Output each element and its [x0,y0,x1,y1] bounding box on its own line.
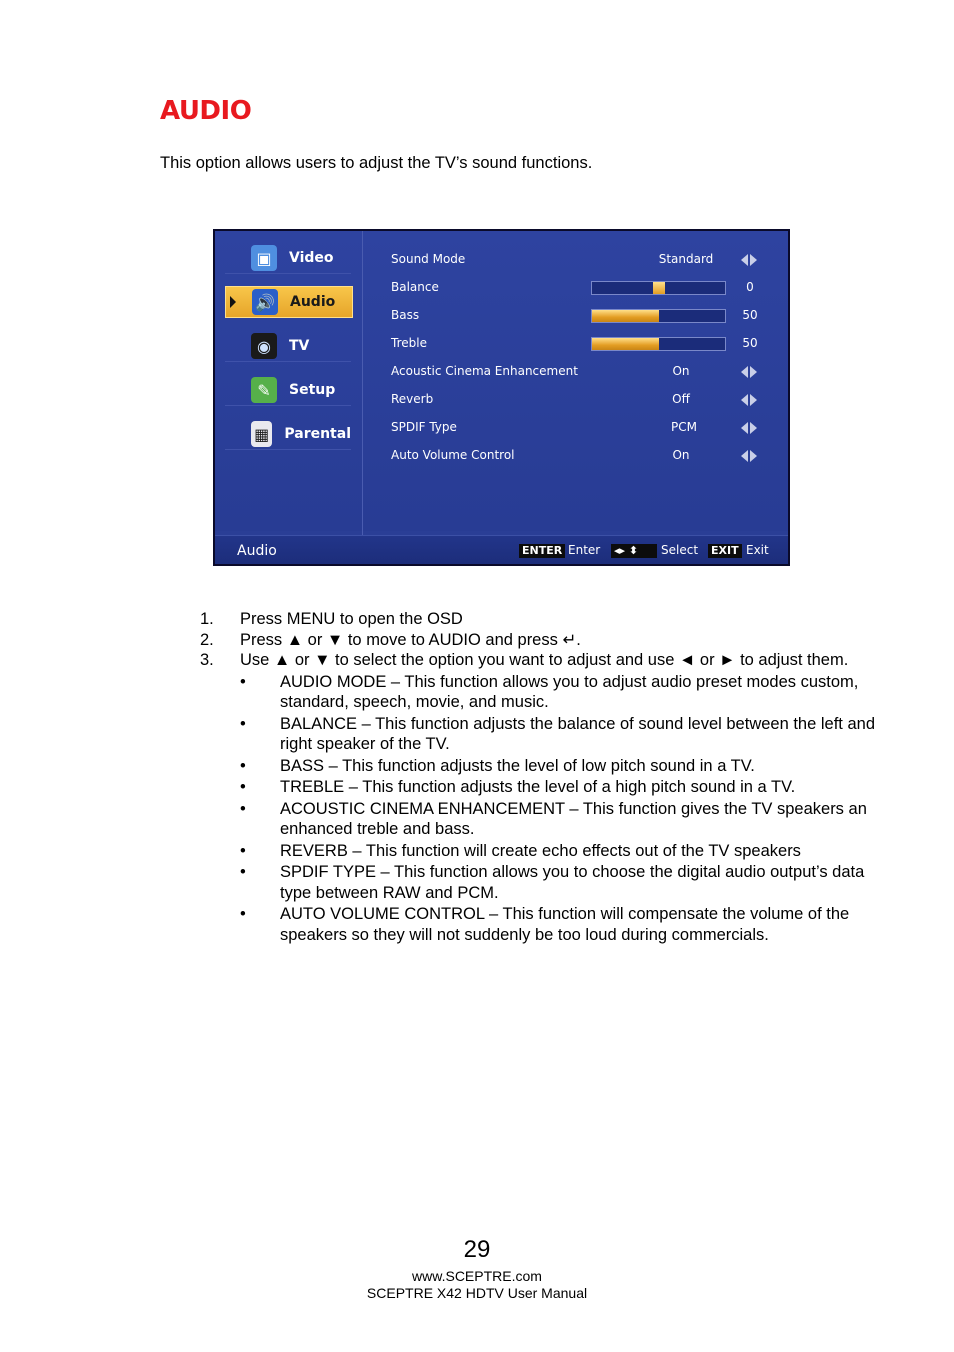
selected-arrow-icon [230,296,236,308]
setting-row-reverb[interactable] [391,390,771,410]
setting-value: PCM [671,420,697,434]
exit-label: Exit [746,543,769,557]
bullet-text: AUTO VOLUME CONTROL – This function will compensate the volume of the speakers so they will not suddenly be too loud during commercials. [280,905,850,944]
setting-value: 50 [742,308,758,322]
setting-value: Off [672,392,690,406]
osd-footer [215,535,788,565]
menu-item-parental[interactable] [225,419,351,450]
osd-footer-title: Audio [237,543,277,559]
osd-sidebar [215,231,363,535]
bullet-text: TREBLE – This function adjusts the level of a high pitch sound in a TV. [280,778,796,796]
left-right-arrows-icon[interactable] [741,450,759,462]
audio-icon: 🔊 [252,289,278,315]
step-text: Press ▲ or ▼ to move to AUDIO and press ↵. [240,630,581,649]
setting-row-treble[interactable] [391,334,771,354]
setting-row-balance[interactable] [391,278,771,298]
bullet-item [200,862,880,903]
enter-label: Enter [568,543,601,557]
bullet-list [200,672,880,946]
setting-row-bass[interactable] [391,306,771,326]
menu-item-label: TV [289,338,310,354]
setting-label: Treble [391,336,427,350]
page-number: 29 [463,1236,491,1263]
intro-text: This option allows users to adjust the TV’s sound functions. [160,154,593,172]
setting-label: Bass [391,308,420,322]
setup-icon: ✎ [251,377,277,403]
treble-slider-fill [592,338,659,350]
treble-slider[interactable] [591,337,726,351]
setting-row-auto-volume[interactable] [391,446,771,466]
left-right-arrows-icon[interactable] [741,394,759,406]
setting-label: Auto Volume Control [391,448,515,462]
menu-item-label: Audio [290,294,336,310]
bullet-icon: • [240,905,246,923]
step-item [200,650,880,671]
setting-value: On [672,448,690,462]
menu-item-label: Video [289,250,334,266]
setting-label: SPDIF Type [391,420,457,434]
setting-row-spdif-type[interactable] [391,418,771,438]
bullet-item [200,841,880,862]
bass-slider[interactable] [591,309,726,323]
step-number: 3. [200,651,214,669]
bullet-item [200,904,880,945]
enter-key-badge: ENTER [519,544,565,558]
menu-item-audio[interactable] [225,286,353,318]
bullet-text: REVERB – This function will create echo effects out of the TV speakers [280,841,801,860]
setting-label: Sound Mode [391,252,466,266]
left-right-arrows-icon[interactable] [741,254,759,266]
bullet-icon: • [240,799,246,818]
bullet-item [200,672,880,713]
setting-value: 0 [746,280,754,294]
left-right-arrows-icon[interactable] [741,366,759,378]
step-number: 1. [200,610,214,628]
tv-icon: ◉ [251,333,277,359]
menu-item-tv[interactable] [225,331,351,362]
bullet-item [200,714,880,755]
bullet-item [200,799,880,840]
step-number: 2. [200,630,214,649]
bullet-icon: • [240,841,246,860]
bullet-text: BALANCE – This function adjusts the balance of sound level between the left and right speaker of the TV. [280,714,875,753]
menu-item-label: Setup [289,382,336,398]
setting-label: Reverb [391,392,434,406]
setting-row-acoustic-cinema[interactable] [391,362,771,382]
bullet-icon: • [240,778,246,796]
bullet-text: ACOUSTIC CINEMA ENHANCEMENT – This function gives the TV speakers an enhanced treble and bass. [280,799,867,838]
setting-row-sound-mode[interactable] [391,250,771,270]
bullet-icon: • [240,714,246,733]
instructions [200,609,880,945]
menu-item-label: Parental [284,426,351,442]
balance-slider[interactable] [591,281,726,295]
balance-slider-marker[interactable] [653,282,665,294]
setting-value: 50 [742,336,758,350]
bullet-text: AUDIO MODE – This function allows you to adjust audio preset modes custom, standard, speech, movie, and music. [280,672,859,711]
setting-label: Balance [391,280,439,294]
navigate-arrows-icon: ◂▸ ⬍ [611,544,657,558]
left-right-arrows-icon[interactable] [741,422,759,434]
bullet-icon: • [240,672,246,691]
website-link[interactable]: www.SCEPTRE.com [412,1268,542,1284]
menu-item-video[interactable] [225,243,351,274]
osd-screenshot [213,229,790,566]
bullet-text: SPDIF TYPE – This function allows you to choose the digital audio output’s data type between RAW and PCM. [280,863,865,902]
video-icon: ▣ [251,245,277,271]
step-item [200,630,880,651]
manual-title: SCEPTRE X42 HDTV User Manual [366,1285,588,1301]
bullet-text: BASS – This function adjusts the level of low pitch sound in a TV. [280,756,755,775]
bullet-icon: • [240,863,246,881]
section-heading: AUDIO [160,96,252,126]
step-text: Use ▲ or ▼ to select the option you want to adjust and use ◄ or ► to adjust them. [240,651,849,669]
bullet-item [200,777,880,798]
bullet-icon: • [240,756,246,775]
menu-item-setup[interactable] [225,375,351,406]
step-text: Press MENU to open the OSD [240,610,463,628]
parental-icon: ▦ [251,421,272,447]
bullet-item [200,756,880,777]
setting-value: Standard [658,252,714,266]
exit-key-badge: EXIT [708,544,742,558]
select-label: Select [661,543,699,557]
step-item [200,609,880,630]
setting-label: Acoustic Cinema Enhancement [391,364,578,378]
setting-value: On [672,364,690,378]
bass-slider-fill [592,310,659,322]
